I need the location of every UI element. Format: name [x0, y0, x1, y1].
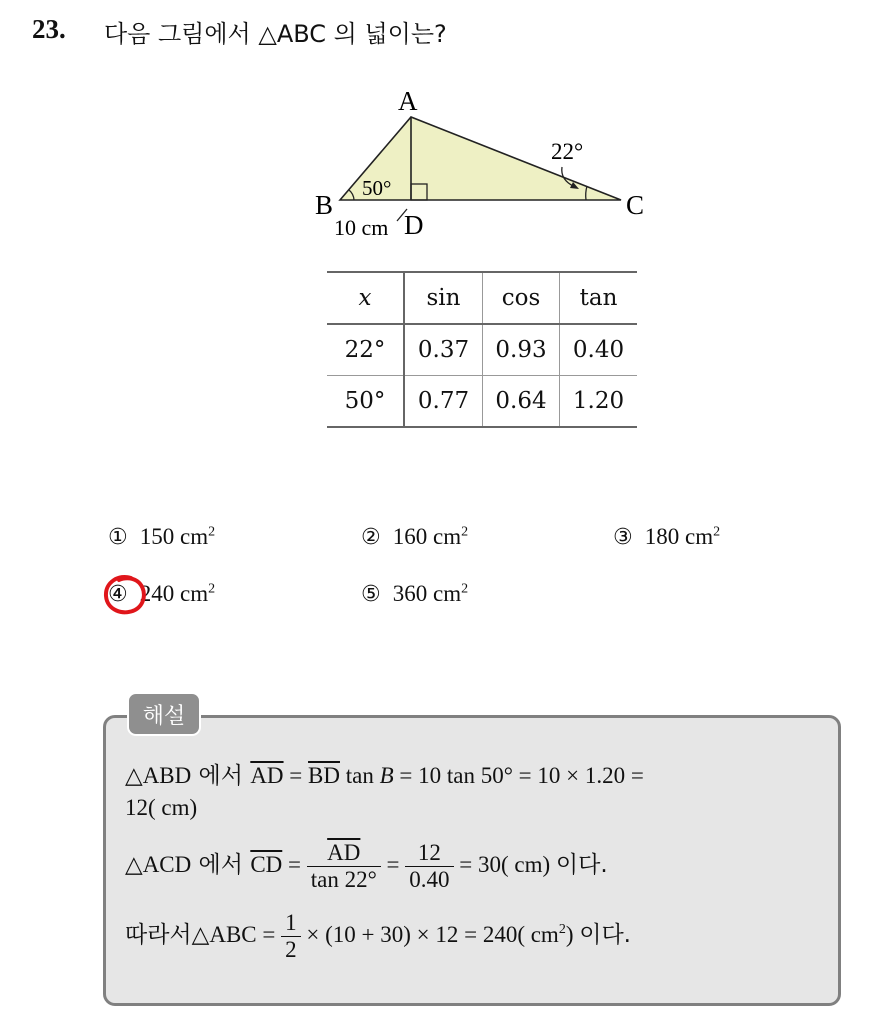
- frac1-numerator: $\overline{AD}$: [307, 840, 381, 867]
- sol1-ad: $\overline{AD}$: [250, 763, 284, 788]
- question-number: 23.: [32, 14, 66, 44]
- choice-1[interactable]: [108, 524, 215, 550]
- trig-table: [327, 271, 637, 428]
- table-cell: 0.93: [483, 324, 560, 376]
- triangle-figure: [310, 82, 660, 252]
- label-c: C: [626, 190, 645, 220]
- table-cell: 22°: [327, 324, 404, 376]
- choice-value: 240 cm: [139, 581, 209, 606]
- sol4-triangle: △ABC =: [191, 921, 282, 947]
- sol4-close: ): [565, 921, 580, 947]
- frac-numerator: 1: [281, 910, 301, 937]
- angle-b-label: 50°: [362, 176, 392, 200]
- choice-value: 180 cm: [644, 524, 714, 549]
- frac2-numerator: 12: [405, 840, 453, 867]
- table-cell: 0.37: [404, 324, 483, 376]
- choice-exponent: 2: [208, 581, 216, 597]
- choice-exponent: 2: [713, 524, 721, 540]
- label-a: A: [398, 86, 418, 116]
- length-bd-label: 10 cm: [334, 215, 389, 240]
- choice-2[interactable]: [361, 524, 468, 550]
- frac1-denominator: tan 22°: [310, 867, 377, 892]
- choice-value: 160 cm: [392, 524, 462, 549]
- sol3-cd: $\overline{CD}$: [250, 851, 283, 877]
- solution-line-2: 12( cm): [125, 795, 198, 820]
- table-header-cell: tan: [560, 272, 638, 324]
- table-cell: 0.64: [483, 376, 560, 428]
- sol1-korean: 에서: [191, 763, 251, 789]
- sol1-b: B: [379, 763, 394, 788]
- answer-circle-mark: [101, 572, 151, 620]
- solution-line-1: [125, 757, 644, 790]
- sol3-fraction-1: [307, 840, 381, 893]
- choice-number: ③: [613, 525, 633, 550]
- table-header-row: [327, 272, 637, 324]
- choice-exponent: 2: [461, 524, 469, 540]
- choice-3[interactable]: [613, 524, 720, 550]
- solution-line-3: [125, 840, 608, 893]
- choice-number: ②: [361, 525, 381, 550]
- table-header-cell: sin: [404, 272, 483, 324]
- sol1-eq: =: [283, 763, 309, 788]
- table-cell: 0.40: [560, 324, 638, 376]
- choice-value: 360 cm: [392, 581, 462, 606]
- sol1-bd: $\overline{BD}$: [308, 763, 340, 788]
- sol1-triangle: △ABD: [125, 763, 192, 788]
- table-header-cell: x: [327, 272, 404, 324]
- choice-value: 150 cm: [139, 524, 209, 549]
- frac-denominator: 2: [285, 937, 297, 962]
- choice-number: ①: [108, 525, 128, 550]
- sol1-tan: tan: [339, 763, 380, 788]
- table-cell: 50°: [327, 376, 404, 428]
- sol3-korean: 에서: [191, 851, 251, 878]
- sol3-triangle: △ACD: [125, 851, 192, 877]
- choice-number: ④: [108, 582, 128, 607]
- sol3-end: 이다.: [555, 851, 608, 878]
- angle-c-label: 22°: [551, 139, 584, 164]
- table-cell: 0.77: [404, 376, 483, 428]
- table-cell: 1.20: [560, 376, 638, 428]
- choice-5[interactable]: [361, 581, 468, 607]
- sol3-rest: = 30( cm): [453, 851, 556, 877]
- choice-number: ⑤: [361, 582, 381, 607]
- label-b: B: [315, 190, 334, 220]
- sol4-korean: 따라서: [125, 921, 192, 948]
- sol3-fraction-2: [405, 840, 453, 893]
- table-header-cell: cos: [483, 272, 560, 324]
- sol1-rest: = 10 tan 50° = 10 × 1.20 =: [393, 763, 644, 788]
- table-row: [327, 376, 637, 428]
- choice-exponent: 2: [208, 524, 216, 540]
- solution-line-4: [125, 910, 631, 963]
- sol4-end: 이다.: [579, 921, 631, 948]
- sol4-fraction: [281, 910, 301, 963]
- sol3-eq: =: [282, 851, 307, 877]
- question-text: 다음 그림에서 △ABC 의 넓이는?: [104, 20, 447, 48]
- table-row: [327, 324, 637, 376]
- frac2-denominator: 0.40: [409, 867, 450, 892]
- sol4-sup: 2: [558, 922, 566, 938]
- solution-tag: 해설: [127, 692, 201, 736]
- sol4-mid: × (10 + 30) × 12 = 240( cm: [300, 921, 559, 947]
- label-d: D: [404, 210, 424, 240]
- sol3-eq2: =: [380, 851, 406, 877]
- choice-exponent: 2: [461, 581, 469, 597]
